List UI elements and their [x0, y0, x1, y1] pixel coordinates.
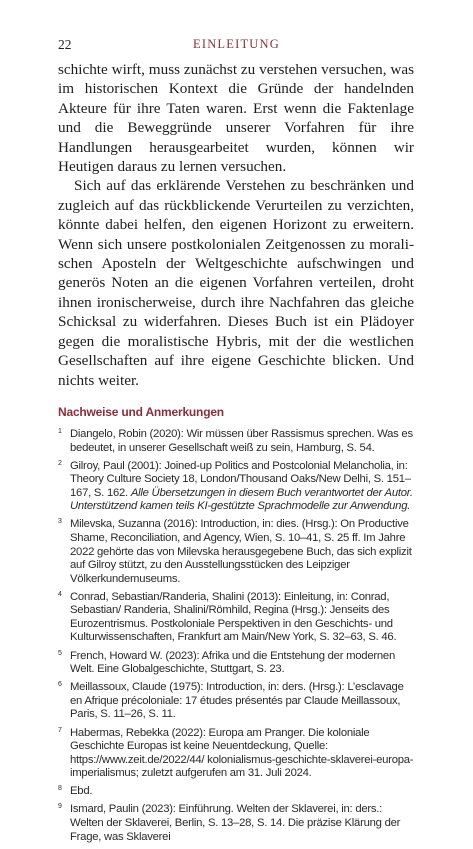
- footnote-text: Gilroy, Paul (2001): Joined-up Politics and Postcolonial Melancholia, in: Theory Culture Society 18, London/Thousand Oaks/New Delhi, S. 151–167, S. 162.: [70, 459, 411, 499]
- footnote-number: 7: [58, 726, 62, 734]
- paragraph: schichte wirft, muss zunächst zu verstehen versuchen, was im historischen Kontext die Gründe der handelnden Akteure für ihre Taten waren. Erst wenn die Faktenlage und die Beweggründe unserer Vorfahren für ihre Handlungen herausgearbeitet wurden, können wir Heutigen daraus zu lernen versuchen.: [58, 61, 414, 176]
- footnote-text: Diangelo, Robin (2020): Wir müssen über Rassismus sprechen. Was es bedeutet, in unserer Gesellschaft weiß zu sein, Hamburg, S. 54.: [70, 428, 413, 454]
- footnote: [58, 650, 414, 677]
- footnote-text: Conrad, Sebastian/Randeria, Shalini (2013): Einleitung, in: Conrad, Sebastian/ Randeria, Shalini/Römhild, Regina (Hrsg.): Jenseits des Eurozentrismus. Postkoloniale Perspektiven in den Geschichts- und Kulturwissenschaften, Frankfurt am Main/New York, S. 32–63, S. 46.: [70, 590, 397, 644]
- footnote: [58, 518, 414, 586]
- page-number: 22: [58, 37, 72, 52]
- footnote-number: 5: [58, 649, 62, 657]
- footnote-number: 9: [58, 803, 62, 811]
- footnote: [58, 785, 414, 799]
- footnote-number: 3: [58, 518, 62, 526]
- footnote-number: 6: [58, 681, 62, 689]
- footnote-italic-text: Alle Übersetzungen in diesem Buch verantwortet der Autor. Unterstützend kamen teils KI-gestützte Sprachmodelle zur Anwendung.: [70, 486, 413, 513]
- footnote-text: Meillassoux, Claude (1975): Introduction, in: ders. (Hrsg.): L’esclavage en Afrique précoloniale: 17 études présentés par Claude Meillassoux, Paris, S. 11–26, S. 11.: [70, 681, 404, 721]
- footnotes-list: [58, 428, 414, 849]
- footnote-number: 2: [58, 459, 62, 467]
- footnote-text: Milevska, Suzanna (2016): Introduction, in: dies. (Hrsg.): On Productive Shame, Reconciliation, and Agency, Wien, S. 10–41, S. 25 ff. Im Jahre 2022 gehörte das von Milevska herausgegebene Buch, das sich explizit auf Gilroy stützt, zu den Ausstellungsstücken des Leipziger Völkerkundemuseums.: [70, 518, 412, 585]
- footnote: [58, 727, 414, 781]
- paragraph: Sich auf das erklärende Verstehen zu beschränken und zugleich auf das rückblickende Verurteilen zu verzichten, könnte dabei helfen, den eigenen Horizont zu erweitern. Wenn sich unsere postkolonialen Zeitgenossen zu moralischen Aposteln der Weltgeschichte aufschwingen und generös Noten an die eigenen Vorfahren verteilen, droht ihnen ironischerweise, durch ihre Nachfahren das gleiche Schicksal zu widerfahren. Dieses Buch ist ein Plädoyer gegen die moralistische Hybris, mit der die westlichen Gesellschaften auf ihre eigene Geschichte blicken. Und nichts weiter.: [58, 177, 414, 389]
- footnote: [58, 803, 414, 844]
- running-head: EINLEITUNG: [193, 37, 280, 51]
- footnote-text: Habermas, Rebekka (2022): Europa am Pranger. Die koloniale Geschichte Europas ist keine Neuentdeckung, Quelle: https://www.zeit.de/2022/44/ kolonialismus-geschichte-sklaverei-europa-imperialismus; zuletzt aufgerufen am 31. Juli 2024.: [70, 726, 414, 780]
- body-text: [58, 60, 414, 390]
- footnote-text: French, Howard W. (2023): Afrika und die Entstehung der modernen Welt. Eine Globalgeschichte, Stuttgart, S. 23.: [70, 649, 395, 676]
- footnote: [58, 591, 414, 645]
- footnote: [58, 460, 414, 514]
- footnote-text: Ebd.: [70, 785, 93, 798]
- footnote: [58, 681, 414, 722]
- footnote-text: Ismard, Paulin (2023): Einführung. Welten der Sklaverei, in: ders.: Welten der Sklaverei, Berlin, S. 13–28, S. 14. Die präzise Klärung der Frage, was Sklaverei: [70, 803, 401, 843]
- footnote: [58, 428, 414, 455]
- footnote-number: 1: [58, 428, 62, 435]
- footnote-number: 4: [58, 590, 62, 598]
- footnote-number: 8: [58, 785, 62, 793]
- notes-heading: Nachweise und Anmerkungen: [58, 405, 224, 419]
